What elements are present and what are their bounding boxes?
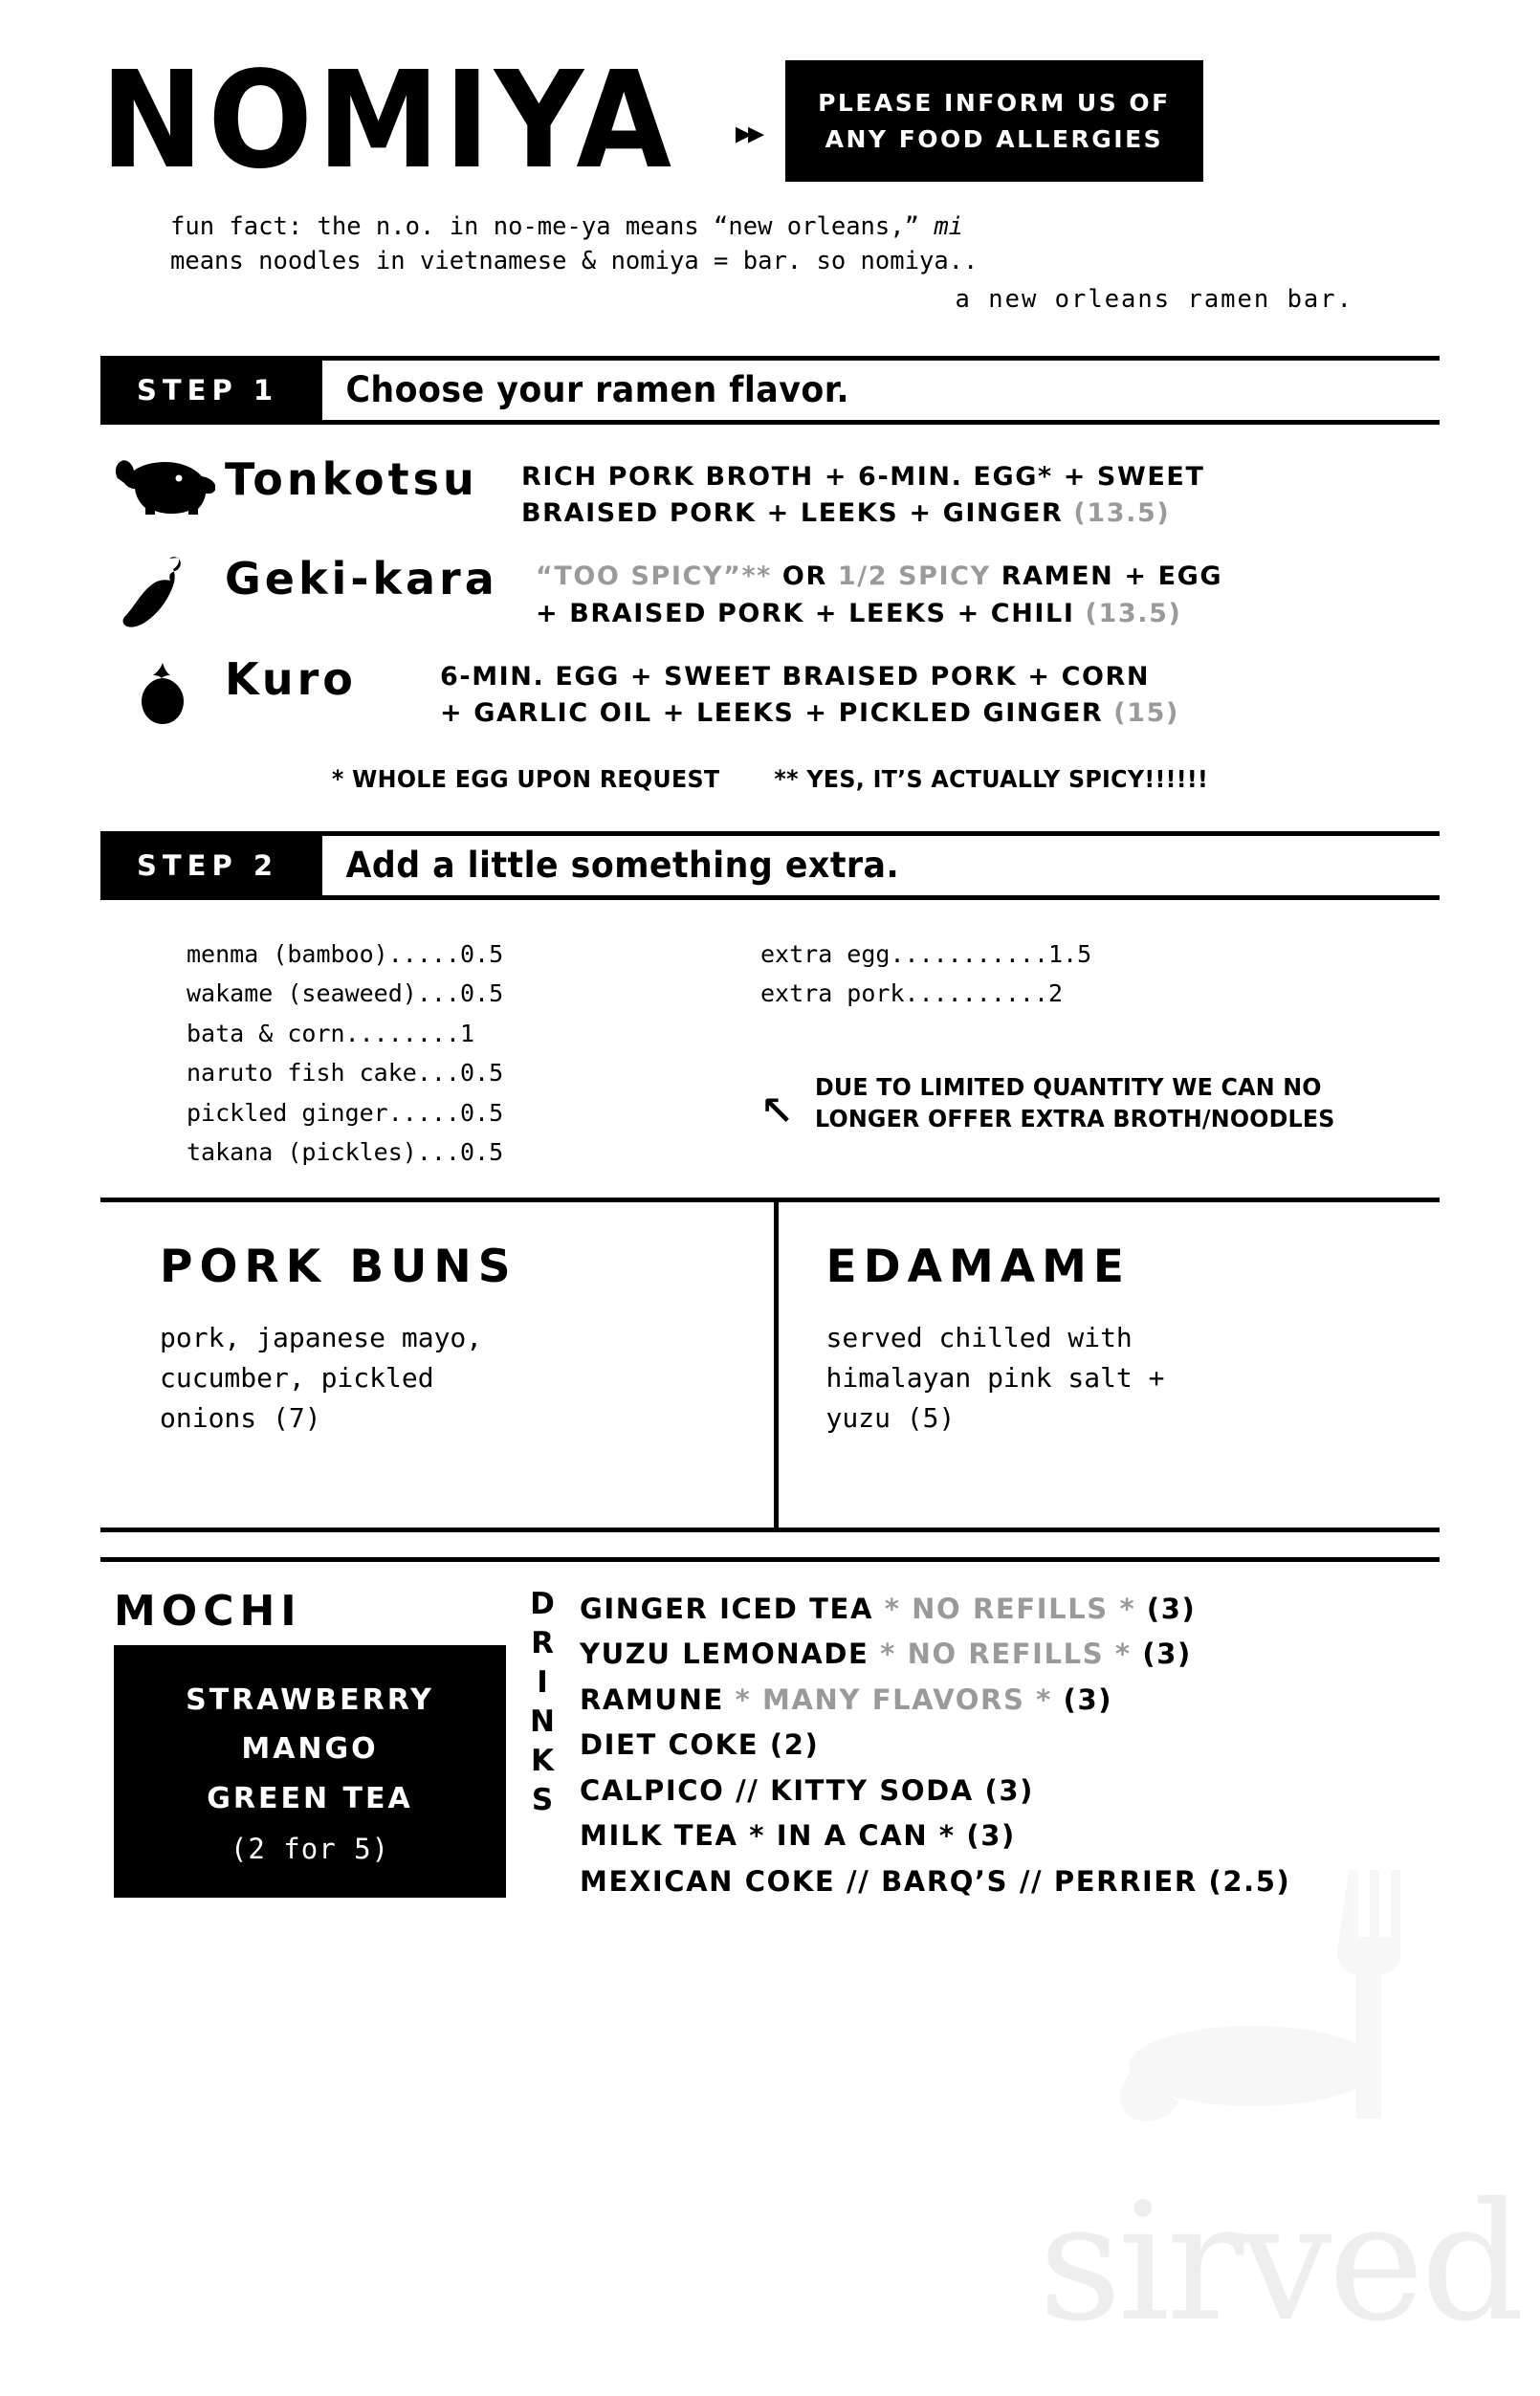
drink-name: MILK TEA * IN A CAN * bbox=[580, 1819, 956, 1853]
panel-desc-line3: yuzu (5) bbox=[825, 1401, 956, 1434]
drink-note: * MANY FLAVORS * bbox=[735, 1682, 1052, 1716]
list-item[interactable] bbox=[580, 1678, 1290, 1724]
drink-price: (3) bbox=[1135, 1592, 1197, 1625]
drink-name: CALPICO // KITTY SODA bbox=[580, 1773, 974, 1807]
ramen-price-geki-kara: (13.5) bbox=[1085, 598, 1182, 628]
drinks-section bbox=[502, 1587, 1440, 1969]
step-2-title: Add a little something extra. bbox=[345, 845, 900, 887]
list-item[interactable] bbox=[580, 1769, 1290, 1814]
extras-column-left bbox=[100, 934, 722, 1173]
drink-price: (3) bbox=[1051, 1682, 1113, 1716]
ramen-name-geki-kara: Geki-kara bbox=[225, 553, 498, 605]
fun-fact-tail: a new orleans ramen bar. bbox=[955, 285, 1353, 315]
restaurant-logo: NOMIYA bbox=[100, 43, 676, 199]
list-item[interactable] bbox=[580, 1632, 1290, 1678]
mochi-flavor: STRAWBERRY bbox=[186, 1682, 434, 1717]
ramen-item-tonkotsu[interactable] bbox=[100, 448, 1440, 533]
ramen-item-kuro[interactable] bbox=[100, 648, 1440, 733]
drink-name: DIET COKE bbox=[580, 1728, 759, 1762]
notice-line1: DUE TO LIMITED QUANTITY WE CAN NO bbox=[814, 1072, 1322, 1101]
ramen-desc-kuro bbox=[440, 648, 1440, 733]
list-item[interactable] bbox=[580, 1813, 1290, 1859]
ramen-name-tonkotsu: Tonkotsu bbox=[225, 452, 478, 505]
fun-fact-part1: fun fact: the n.o. in no-me-ya means “new orleans,” bbox=[170, 212, 935, 241]
notice-line2: LONGER OFFER EXTRA BROTH/NOODLES bbox=[814, 1105, 1335, 1133]
ramen-desc-or: OR bbox=[771, 561, 838, 592]
extras-item: extra egg...........1.5 bbox=[760, 939, 1092, 968]
extras-item: pickled ginger.....0.5 bbox=[187, 1098, 504, 1127]
ramen-desc-line2: + GARLIC OIL + LEEKS + PICKLED GINGER bbox=[440, 698, 1114, 729]
list-item[interactable] bbox=[580, 1587, 1290, 1633]
garlic-bulb-icon bbox=[100, 648, 225, 732]
panel-desc-edamame bbox=[826, 1318, 1412, 1439]
step-1-label: STEP 1 bbox=[100, 361, 322, 420]
ramen-desc-geki-kara bbox=[536, 547, 1440, 632]
panel-desc-line2: cucumber, pickled bbox=[160, 1361, 434, 1394]
extras-item: extra pork..........2 bbox=[760, 979, 1064, 1008]
desserts-drinks-section bbox=[100, 1557, 1440, 1969]
side-dishes-section bbox=[100, 1198, 1440, 1532]
broth-noodles-notice-text bbox=[815, 1071, 1335, 1136]
list-item[interactable] bbox=[580, 1859, 1290, 1905]
extras-item: takana (pickles)...0.5 bbox=[187, 1138, 504, 1167]
watermark-text: sirved bbox=[1038, 2168, 1521, 2358]
drink-name: GINGER ICED TEA bbox=[580, 1592, 885, 1625]
step-2-bar bbox=[100, 831, 1440, 900]
extras-item: menma (bamboo).....0.5 bbox=[187, 939, 504, 968]
ramen-desc-line2: BRAISED PORK + LEEKS + GINGER bbox=[521, 497, 1074, 528]
chili-pepper-icon bbox=[100, 547, 225, 631]
allergy-notice-line2: ANY FOOD ALLERGIES bbox=[825, 124, 1164, 153]
ramen-desc-too-spicy: “TOO SPICY”** bbox=[536, 561, 772, 592]
panel-desc-line3: onions (7) bbox=[160, 1401, 321, 1434]
step-1-title: Choose your ramen flavor. bbox=[345, 369, 850, 411]
extras-item: naruto fish cake...0.5 bbox=[187, 1059, 504, 1088]
fun-fact-part2: means noodles in vietnamese & nomiya = bar. so nomiya.. bbox=[170, 247, 979, 276]
menu-panel-edamame[interactable] bbox=[779, 1202, 1441, 1528]
drink-price: (2.5) bbox=[1197, 1864, 1291, 1898]
step-2-label: STEP 2 bbox=[100, 836, 322, 895]
mochi-section bbox=[100, 1587, 502, 1969]
drink-price: (3) bbox=[955, 1819, 1016, 1853]
extras-column-right bbox=[722, 934, 1440, 1173]
pig-icon bbox=[100, 448, 225, 515]
fun-fact-italic: mi bbox=[934, 212, 964, 241]
ramen-price-tonkotsu: (13.5) bbox=[1073, 497, 1171, 528]
mochi-flavors-box[interactable] bbox=[114, 1645, 506, 1899]
footnote-actually-spicy: ** YES, IT’S ACTUALLY SPICY!!!!!! bbox=[774, 764, 1209, 793]
allergy-notice-line1: PLEASE INFORM US OF bbox=[818, 89, 1171, 117]
mochi-price: (2 for 5) bbox=[230, 1833, 390, 1866]
drink-note: * NO REFILLS * bbox=[884, 1592, 1136, 1625]
panel-desc-line2: himalayan pink salt + bbox=[825, 1361, 1165, 1394]
broth-noodles-notice bbox=[760, 1071, 1440, 1136]
extras-item: wakame (seaweed)...0.5 bbox=[187, 979, 504, 1008]
fun-fact-text bbox=[170, 209, 1440, 318]
drink-name: MEXICAN COKE // BARQ’S // PERRIER bbox=[580, 1864, 1198, 1898]
panel-desc-line1: pork, japanese mayo, bbox=[160, 1321, 483, 1353]
ramen-footnotes bbox=[134, 748, 1406, 793]
drink-price: (3) bbox=[973, 1773, 1034, 1807]
ramen-desc-line2: + BRAISED PORK + LEEKS + CHILI bbox=[536, 598, 1086, 628]
drinks-list bbox=[580, 1587, 1290, 1969]
mochi-flavor: GREEN TEA bbox=[207, 1781, 413, 1815]
panel-desc-line1: served chilled with bbox=[825, 1321, 1133, 1353]
mochi-title: MOCHI bbox=[114, 1586, 302, 1636]
arrow-up-left-icon: ↖ bbox=[760, 1070, 794, 1136]
ramen-desc-line1: 6-MIN. EGG + SWEET BRAISED PORK + CORN bbox=[440, 661, 1151, 692]
ramen-item-geki-kara[interactable] bbox=[100, 547, 1440, 632]
ramen-price-kuro: (15) bbox=[1113, 698, 1179, 729]
panel-title-edamame: EDAMAME bbox=[825, 1240, 1132, 1293]
ramen-name-kuro: Kuro bbox=[225, 652, 357, 705]
drinks-vertical-label: DRINKS bbox=[525, 1586, 560, 1822]
ramen-desc-line1-end: RAMEN + EGG bbox=[990, 561, 1223, 592]
panel-title-pork-buns: PORK BUNS bbox=[160, 1240, 517, 1293]
extras-section bbox=[0, 900, 1540, 1173]
step-1-bar bbox=[100, 356, 1440, 425]
footnote-whole-egg: * WHOLE EGG UPON REQUEST bbox=[331, 764, 720, 793]
drink-note: * NO REFILLS * bbox=[880, 1638, 1132, 1671]
mochi-flavor: MANGO bbox=[241, 1732, 379, 1767]
drink-name: YUZU LEMONADE bbox=[580, 1638, 881, 1671]
drink-price: (3) bbox=[1131, 1638, 1192, 1671]
extras-item: bata & corn........1 bbox=[187, 1019, 475, 1047]
ramen-desc-tonkotsu bbox=[521, 448, 1440, 533]
drink-name: RAMUNE bbox=[580, 1682, 736, 1716]
double-chevron-right-icon: ▸▸ bbox=[735, 114, 761, 151]
list-item[interactable] bbox=[580, 1723, 1290, 1769]
menu-header bbox=[0, 0, 1540, 199]
panel-desc-pork-buns bbox=[160, 1318, 745, 1439]
ramen-flavor-list bbox=[0, 425, 1540, 793]
allergy-notice bbox=[785, 60, 1203, 182]
ramen-desc-line1: RICH PORK BROTH + 6-MIN. EGG* + SWEET bbox=[521, 461, 1205, 492]
ramen-desc-half-spicy: 1/2 SPICY bbox=[837, 561, 991, 592]
drink-price: (2) bbox=[759, 1728, 820, 1762]
menu-panel-pork-buns[interactable] bbox=[100, 1202, 779, 1528]
